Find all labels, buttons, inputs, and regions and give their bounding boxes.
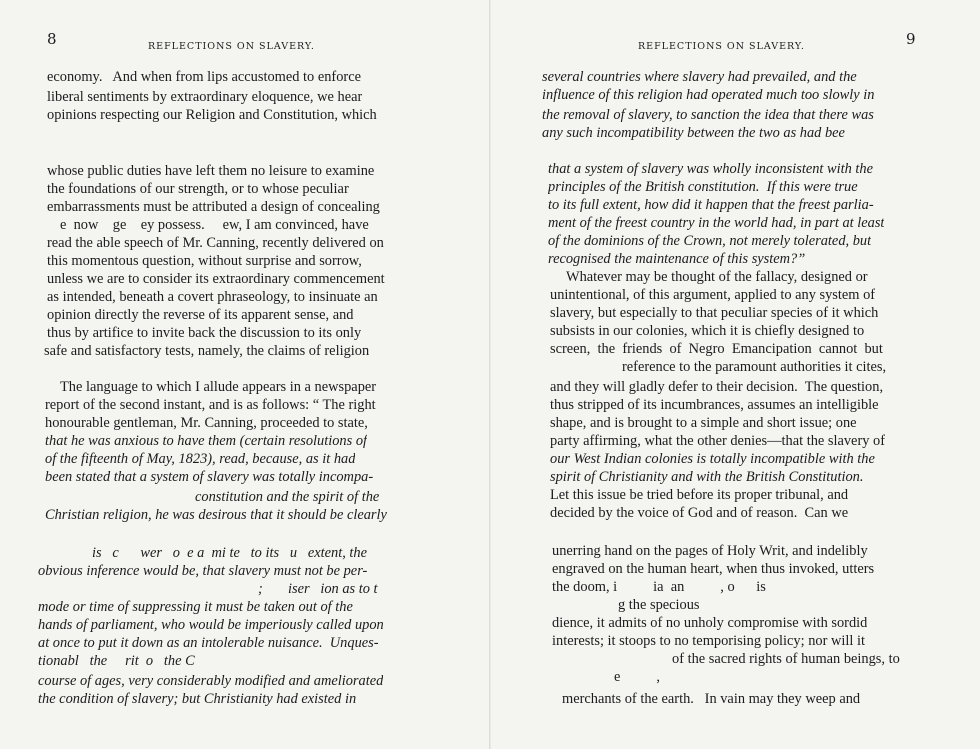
text-line: dience, it admits of no unholy compromise with sordid [552, 615, 868, 631]
text-line: liberal sentiments by extraordinary eloquence, we hear [47, 89, 363, 105]
text-line: ; iser ion as to t [258, 581, 378, 597]
text-line: hands of parliament, who would be imperiously called upon [38, 617, 384, 633]
text-line: read the able speech of Mr. Canning, recently delivered on [47, 235, 384, 251]
text-line: reference to the paramount authorities it cites, [622, 359, 887, 375]
text-line: is c wer o e a mi te to its u extent, the [92, 545, 367, 561]
text-line: ment of the freest country in the world had, in part at least [548, 215, 885, 231]
text-line: slavery, but especially to that peculiar species of it which [550, 305, 879, 321]
text-line: honourable gentleman, Mr. Canning, proceeded to state, [45, 415, 368, 431]
left-page-number: 8 [47, 30, 57, 48]
text-line: of the fifteenth of May, 1823), read, because, as it had [45, 451, 356, 467]
left-running-head: REFLECTIONS ON SLAVERY. [148, 41, 315, 52]
text-line: e now ge ey possess. ew, I am convinced, have [60, 217, 369, 233]
text-line: of the sacred rights of human beings, to [672, 651, 900, 667]
text-line: merchants of the earth. In vain may they weep and [562, 691, 861, 707]
text-line: unerring hand on the pages of Holy Writ, and indelibly [552, 543, 868, 559]
text-line: subsists in our colonies, which it is chiefly designed to [550, 323, 865, 339]
text-line: of the dominions of the Crown, not merely tolerated, but [548, 233, 872, 249]
text-line: as intended, beneath a covert phraseology, to insinuate an [47, 289, 378, 305]
text-line: Let this issue be tried before its proper tribunal, and [550, 487, 849, 503]
text-line: the removal of slavery, to sanction the idea that there was [542, 107, 874, 123]
text-line: principles of the British constitution. If this were true [548, 179, 858, 195]
text-line: decided by the voice of God and of reason. Can we [550, 505, 849, 521]
text-line: tionabl the rit o the C [38, 653, 195, 669]
text-line: opinion directly the reverse of its apparent sense, and [47, 307, 354, 323]
text-line: spirit of Christianity and with the British Constitution. [550, 469, 864, 485]
text-line: opinions respecting our Religion and Constitution, which [47, 107, 377, 123]
right-page [490, 0, 980, 749]
text-line: embarrassments must be attributed a design of concealing [47, 199, 380, 215]
text-line: Whatever may be thought of the fallacy, designed or [566, 269, 868, 285]
text-line: the condition of slavery; but Christianity had existed in [38, 691, 357, 707]
text-line: shape, and is brought to a simple and short issue; one [550, 415, 857, 431]
text-line: interests; it stoops to no temporising policy; nor will it [552, 633, 865, 649]
text-line: the foundations of our strength, or to whose peculiar [47, 181, 349, 197]
text-line: been stated that a system of slavery was totally incompa- [45, 469, 374, 485]
text-line: mode or time of suppressing it must be taken out of the [38, 599, 353, 615]
text-line: e , [614, 669, 660, 685]
text-line: Christian religion, he was desirous that it should be clearly [45, 507, 387, 523]
text-line: our West Indian colonies is totally incompatible with the [550, 451, 875, 467]
right-page-number: 9 [906, 30, 916, 48]
text-line: obvious inference would be, that slavery must not be per- [38, 563, 368, 579]
text-line: this momentous question, without surprise and sorrow, [47, 253, 362, 269]
text-line: g the specious [618, 597, 700, 613]
text-line: influence of this religion had operated much too slowly in [542, 87, 875, 103]
text-line: report of the second instant, and is as follows: “ The right [45, 397, 376, 413]
text-line: unless we are to consider its extraordinary commencement [47, 271, 385, 287]
text-line: several countries where slavery had prevailed, and the [542, 69, 857, 85]
right-running-head: REFLECTIONS ON SLAVERY. [638, 41, 805, 52]
text-line: thus by artifice to invite back the discussion to its only [47, 325, 362, 341]
text-line: The language to which I allude appears in a newspaper [60, 379, 377, 395]
text-line: any such incompatibility between the two as had bee [542, 125, 845, 141]
text-line: thus stripped of its incumbrances, assumes an intelligible [550, 397, 879, 413]
text-line: and they will gladly defer to their decision. The question, [550, 379, 884, 395]
text-line: that a system of slavery was wholly inconsistent with the [548, 161, 873, 177]
text-line: recognised the maintenance of this system?” [548, 251, 806, 267]
text-line: unintentional, of this argument, applied to any system of [550, 287, 876, 303]
text-line: to its full extent, how did it happen that the freest parlia- [548, 197, 874, 213]
text-line: party affirming, what the other denies—that the slavery of [550, 433, 886, 449]
text-line: engraved on the human heart, when thus invoked, utters [552, 561, 875, 577]
text-line: constitution and the spirit of the [195, 489, 380, 505]
text-line: that he was anxious to have them (certain resolutions of [45, 433, 368, 449]
text-line: safe and satisfactory tests, namely, the claims of religion [44, 343, 370, 359]
text-line: economy. And when from lips accustomed to enforce [47, 69, 361, 85]
text-line: screen, the friends of Negro Emancipation cannot but [550, 341, 883, 357]
text-line: at once to put it down as an intolerable nuisance. Unques- [38, 635, 379, 651]
text-line: course of ages, very considerably modified and ameliorated [38, 673, 384, 689]
text-line: the doom, i ia an , o is [552, 579, 766, 595]
text-line: whose public duties have left them no leisure to examine [47, 163, 375, 179]
